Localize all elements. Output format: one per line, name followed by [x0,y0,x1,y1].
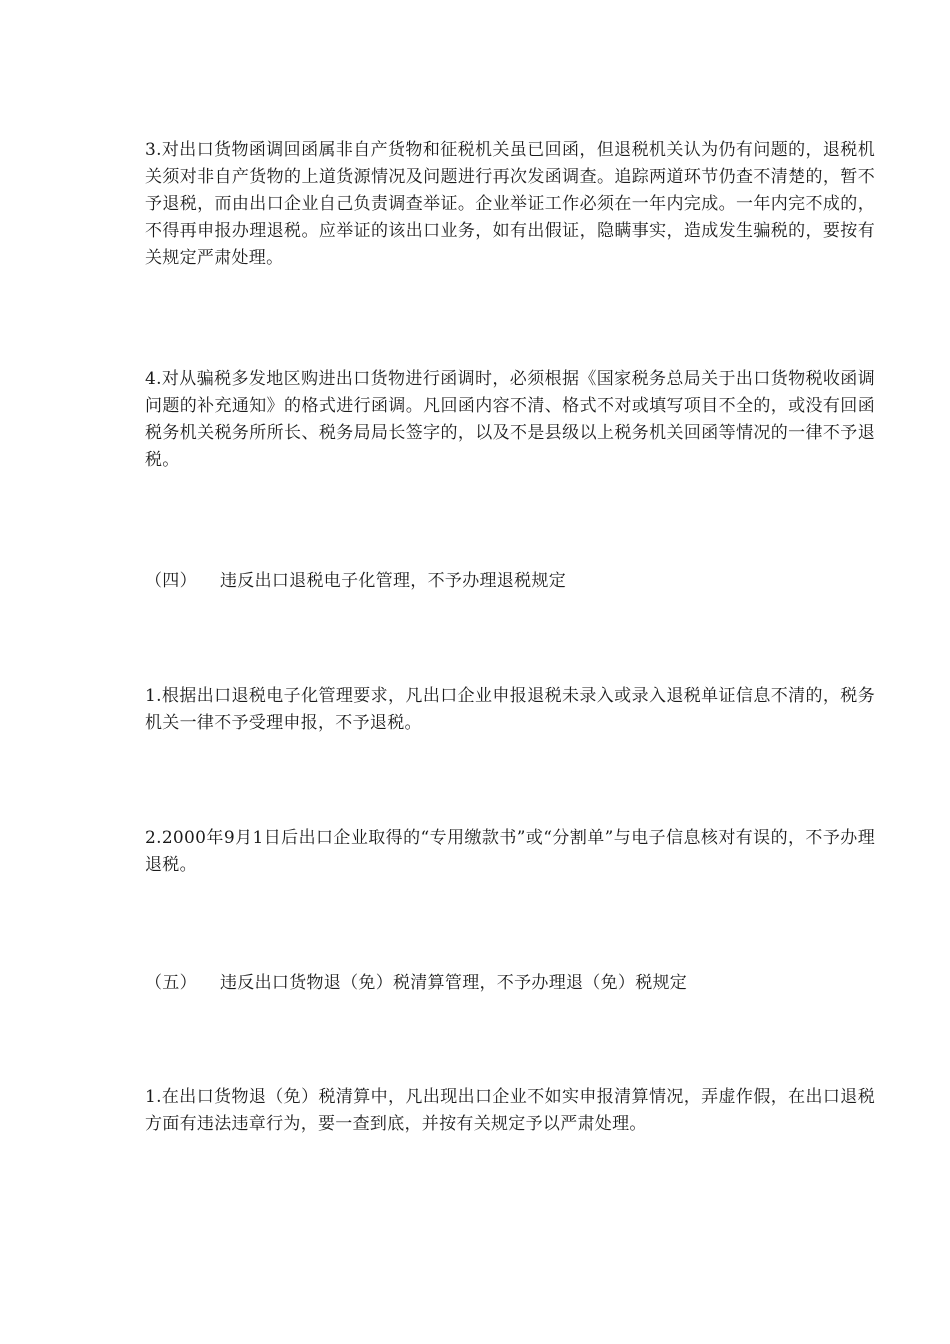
section-heading-4 [145,568,875,595]
section-5-item-1: 1.在出口货物退（免）税清算中，凡出现出口企业不如实申报清算情况，弄虚作假，在出口退税方面有违法违章行为，要一查到底，并按有关规定予以严肃处理。 [145,1087,875,1134]
section-title: 违反出口货物退（免）税清算管理，不予办理退（免）税规定 [220,973,688,993]
section-number: （四） [145,571,197,591]
section-title: 违反出口退税电子化管理，不予办理退税规定 [220,571,566,591]
section-4-item-1: 1.根据出口退税电子化管理要求，凡出口企业申报退税未录入或录入退税单证信息不清的，税务机关一律不予受理申报，不予退税。 [145,686,875,733]
paragraph-4: 4.对从骗税多发地区购进出口货物进行函调时，必须根据《国家税务总局关于出口货物税收函调问题的补充通知》的格式进行函调。凡回函内容不清、格式不对或填写项目不全的，或没有回函税务机关税务所所长、税务局局长签字的，以及不是县级以上税务机关回函等情况的一律不予退税。 [145,369,875,470]
section-4-item-2: 2.2000年9月1日后出口企业取得的“专用缴款书”或“分割单”与电子信息核对有误的，不予办理退税。 [145,828,875,875]
paragraph-3: 3.对出口货物函调回函属非自产货物和征税机关虽已回函，但退税机关认为仍有问题的，退税机关须对非自产货物的上道货源情况及问题进行再次发函调查。追踪两道环节仍查不清楚的，暂不予退税，而由出口企业自己负责调查举证。企业举证工作必须在一年内完成。一年内完不成的，不得再申报办理退税。应举证的该出口业务，如有出假证，隐瞒事实，造成发生骗税的，要按有关规定严肃处理。 [145,140,875,268]
section-heading-5 [145,970,875,997]
section-number: （五） [145,973,197,993]
